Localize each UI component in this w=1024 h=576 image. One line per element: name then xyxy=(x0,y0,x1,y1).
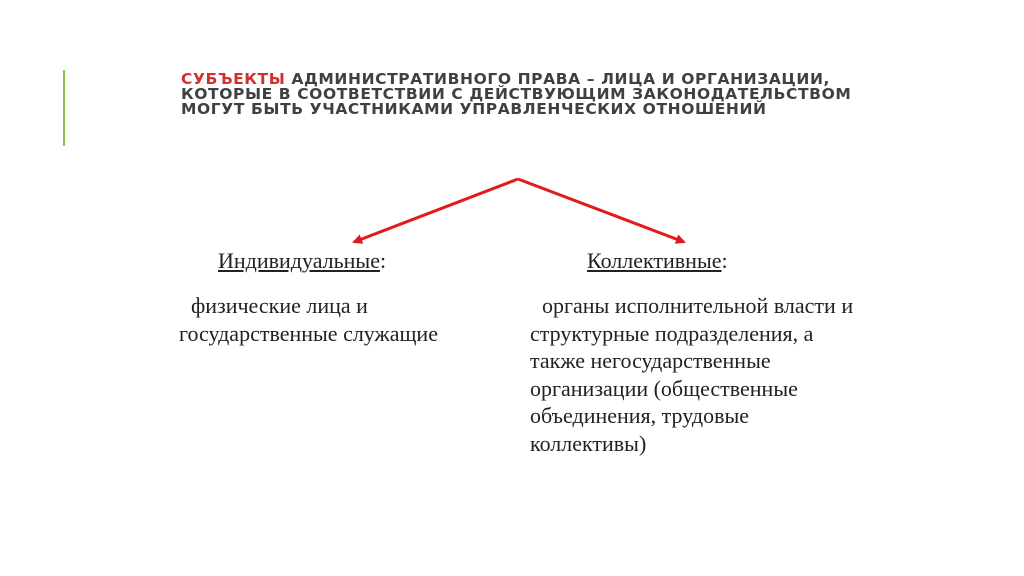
heading-individual xyxy=(218,248,386,274)
arrow-left xyxy=(354,179,518,242)
arrow-right xyxy=(518,179,684,242)
collective-description xyxy=(530,292,860,457)
heading-individual-label: Индивидуальные xyxy=(218,248,380,273)
title-rest: АДМИНИСТРАТИВНОГО ПРАВА – ЛИЦА И ОРГАНИЗАЦИИ, КОТОРЫЕ В СООТВЕТСТВИИ С ДЕЙСТВУЮЩИМ ЗАКОНОДАТЕЛЬСТВОМ МОГУТ БЫТЬ УЧАСТНИКАМИ УПРАВЛЕНЧЕСКИХ ОТНОШЕНИЙ xyxy=(181,70,852,118)
heading-collective-colon: : xyxy=(721,248,728,273)
individual-description xyxy=(179,292,449,347)
heading-collective xyxy=(587,248,728,274)
collective-description-text: органы исполнительной власти и структурные подразделения, а также негосударственные организации (общественные объединения, трудовые коллективы) xyxy=(530,293,854,456)
individual-description-text: физические лица и государственные служащие xyxy=(179,293,438,346)
title-highlight: СУБЪЕКТЫ xyxy=(181,70,286,88)
heading-individual-colon: : xyxy=(379,248,387,273)
heading-collective-label: Коллективные xyxy=(587,248,722,273)
